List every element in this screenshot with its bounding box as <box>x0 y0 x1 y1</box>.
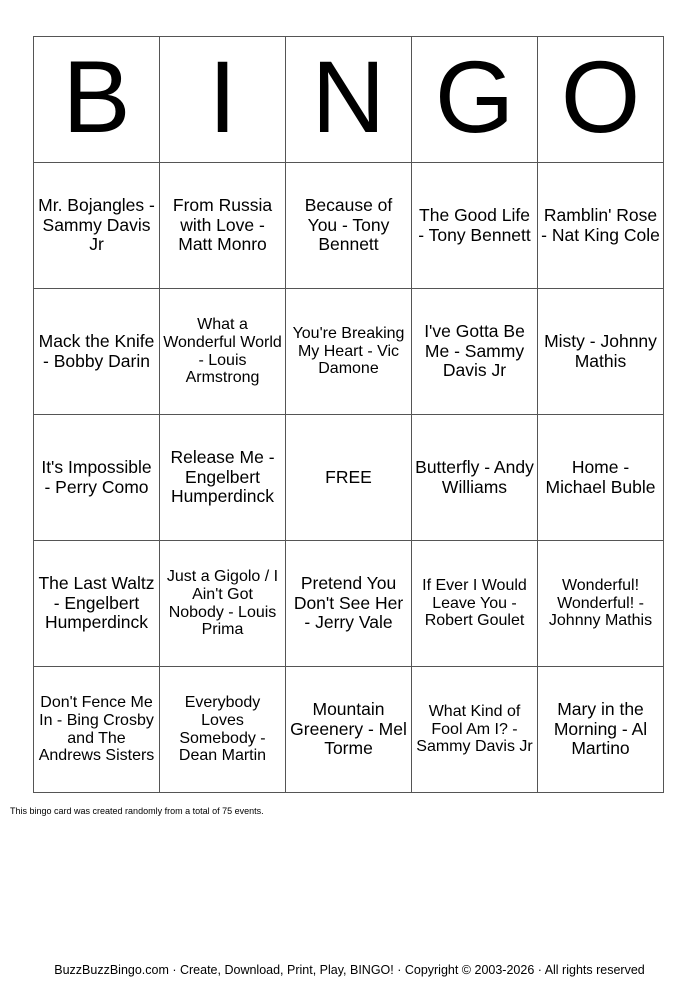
bingo-cell: Butterfly - Andy Williams <box>412 415 538 541</box>
bingo-cell: Mountain Greenery - Mel Torme <box>286 667 412 793</box>
header-letter-i: I <box>160 37 286 163</box>
bingo-cell: Don't Fence Me In - Bing Crosby and The Andrews Sisters <box>34 667 160 793</box>
header-letter-g: G <box>412 37 538 163</box>
card-row-1 <box>34 163 664 289</box>
bingo-cell: The Last Waltz - Engelbert Humperdinck <box>34 541 160 667</box>
bingo-cell: Because of You - Tony Bennett <box>286 163 412 289</box>
bingo-cell: Mack the Knife - Bobby Darin <box>34 289 160 415</box>
bingo-cell: What a Wonderful World - Louis Armstrong <box>160 289 286 415</box>
bingo-cell: Mary in the Morning - Al Martino <box>538 667 664 793</box>
bingo-cell: From Russia with Love - Matt Monro <box>160 163 286 289</box>
bingo-cell: What Kind of Fool Am I? - Sammy Davis Jr <box>412 667 538 793</box>
free-space-cell: FREE <box>286 415 412 541</box>
card-row-3 <box>34 415 664 541</box>
bingo-cell: Misty - Johnny Mathis <box>538 289 664 415</box>
card-row-5 <box>34 667 664 793</box>
header-letter-o: O <box>538 37 664 163</box>
bingo-cell: It's Impossible - Perry Como <box>34 415 160 541</box>
bingo-cell: You're Breaking My Heart - Vic Damone <box>286 289 412 415</box>
bingo-cell: If Ever I Would Leave You - Robert Goulet <box>412 541 538 667</box>
bingo-cell: I've Gotta Be Me - Sammy Davis Jr <box>412 289 538 415</box>
bingo-cell: Just a Gigolo / I Ain't Got Nobody - Louis Prima <box>160 541 286 667</box>
card-generation-note: This bingo card was created randomly from a total of 75 events. <box>10 806 264 816</box>
bingo-card <box>33 36 664 793</box>
bingo-cell: Home - Michael Buble <box>538 415 664 541</box>
bingo-cell: The Good Life - Tony Bennett <box>412 163 538 289</box>
bingo-cell: Mr. Bojangles - Sammy Davis Jr <box>34 163 160 289</box>
bingo-cell: Everybody Loves Somebody - Dean Martin <box>160 667 286 793</box>
bingo-cell: Wonderful! Wonderful! - Johnny Mathis <box>538 541 664 667</box>
header-letter-b: B <box>34 37 160 163</box>
bingo-cell: Pretend You Don't See Her - Jerry Vale <box>286 541 412 667</box>
header-letter-n: N <box>286 37 412 163</box>
site-footer: BuzzBuzzBingo.com · Create, Download, Print, Play, BINGO! · Copyright © 2003-2026 · All rights reserved <box>54 963 645 977</box>
card-row-2 <box>34 289 664 415</box>
bingo-cell: Ramblin' Rose - Nat King Cole <box>538 163 664 289</box>
bingo-cell: Release Me - Engelbert Humperdinck <box>160 415 286 541</box>
header-row <box>34 37 664 163</box>
card-row-4 <box>34 541 664 667</box>
